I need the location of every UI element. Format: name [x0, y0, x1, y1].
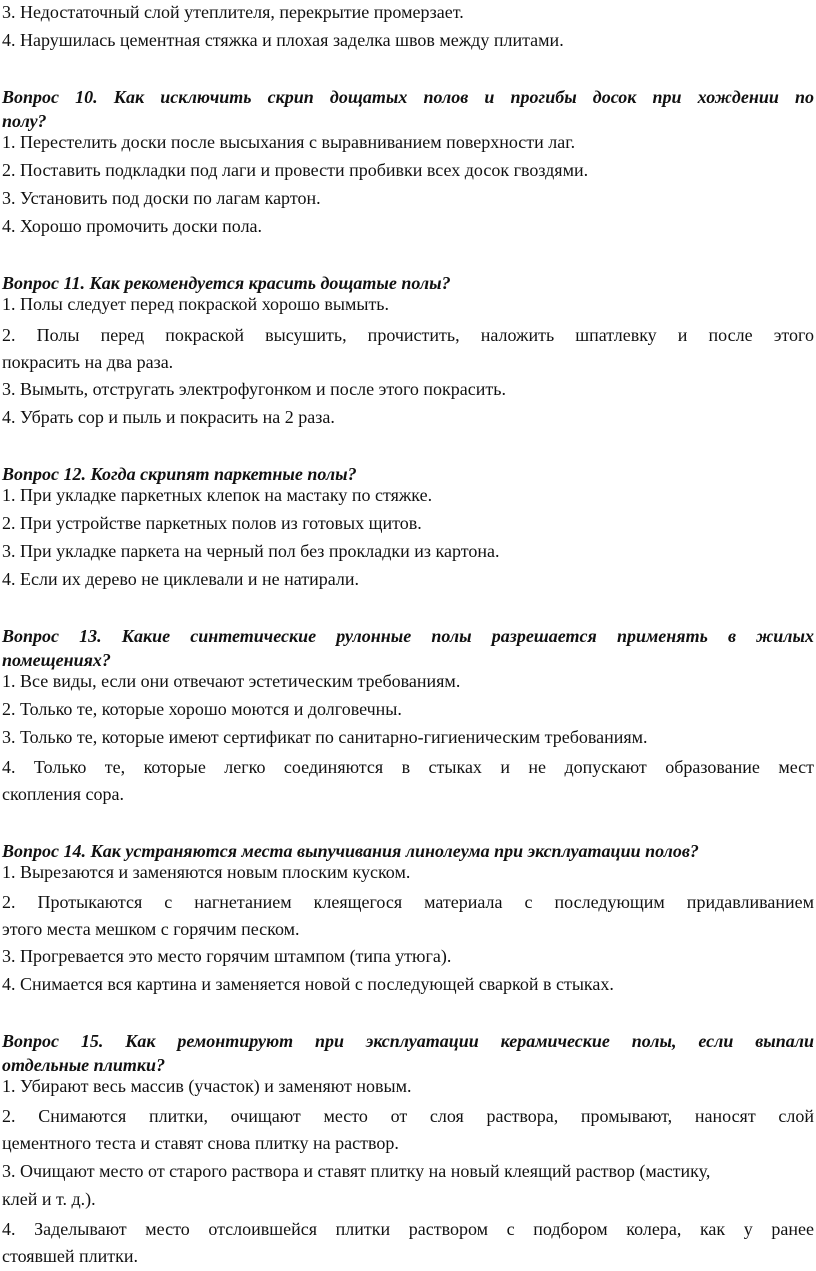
- question-12-title: Вопрос 12. Когда скрипят паркетные полы?: [2, 464, 357, 484]
- answer-line: скопления сора.: [2, 784, 124, 804]
- answer-line: 3. Только те, которые имеют сертификат по санитарно-гигиеническим требованиям.: [2, 727, 648, 747]
- answer-line: 3. Прогревается это место горячим штампом (типа утюга).: [2, 946, 452, 966]
- answer-line: покрасить на два раза.: [2, 352, 174, 372]
- answer-line: 1. Все виды, если они отвечают эстетическим требованиям.: [2, 671, 461, 691]
- answer-line: 2. Протыкаются с нагнетанием клеящегося материала с последующим придавливанием: [2, 892, 814, 912]
- answer-line: клей и т. д.).: [2, 1189, 96, 1209]
- answer-line: 2. Поставить подкладки под лаги и провести пробивки всех досок гвоздями.: [2, 160, 589, 180]
- answer-line: 1. Перестелить доски после высыхания с выравниванием поверхности лаг.: [2, 132, 576, 152]
- question-10-title: Вопрос 10. Как исключить скрип дощатых полов и прогибы досок при хождении по: [2, 87, 814, 107]
- answer-line: 1. Вырезаются и заменяются новым плоским куском.: [2, 862, 411, 882]
- answer-line: 4. Хорошо промочить доски пола.: [2, 216, 263, 236]
- answer-line: цементного теста и ставят снова плитку на раствор.: [2, 1133, 399, 1153]
- question-14-title: Вопрос 14. Как устраняются места выпучивания линолеума при эксплуатации полов?: [2, 841, 699, 861]
- answer-line: 4. Снимается вся картина и заменяется новой с последующей сваркой в стыках.: [2, 974, 614, 994]
- answer-line: 4. Убрать сор и пыль и покрасить на 2 раза.: [2, 407, 335, 427]
- answer-line: 2. Только те, которые хорошо моются и долговечны.: [2, 699, 402, 719]
- answer-line: этого места мешком с горячим песком.: [2, 919, 300, 939]
- answer-line: 3. Очищают место от старого раствора и ставят плитку на новый клеящий раствор (мастику,: [2, 1161, 711, 1181]
- answer-line: 3. Недостаточный слой утеплителя, перекрытие промерзает.: [2, 2, 464, 22]
- question-11-title: Вопрос 11. Как рекомендуется красить дощатые полы?: [2, 273, 451, 293]
- answer-line: 4. Заделывают место отслоившейся плитки раствором с подбором колера, как у ранее: [2, 1219, 814, 1239]
- answer-line: 4. Нарушилась цементная стяжка и плохая заделка швов между плитами.: [2, 30, 564, 50]
- question-13-title: Вопрос 13. Какие синтетические рулонные полы разрешается применять в жилых: [2, 626, 814, 646]
- question-13-title: помещениях?: [2, 650, 111, 670]
- answer-line: 4. Только те, которые легко соединяются в стыках и не допускают образование мест: [2, 757, 814, 777]
- question-15-title: отдельные плитки?: [2, 1055, 166, 1075]
- answer-line: 1. Убирают весь массив (участок) и заменяют новым.: [2, 1076, 412, 1096]
- answer-line: 1. При укладке паркетных клепок на мастаку по стяжке.: [2, 485, 433, 505]
- question-10-title: полу?: [2, 111, 47, 131]
- answer-line: стоявшей плитки.: [2, 1246, 139, 1266]
- question-15-title: Вопрос 15. Как ремонтируют при эксплуатации керамические полы, если выпали: [2, 1031, 814, 1051]
- answer-line: 2. Снимаются плитки, очищают место от слоя раствора, промывают, наносят слой: [2, 1106, 814, 1126]
- answer-line: 2. Полы перед покраской высушить, прочистить, наложить шпатлевку и после этого: [2, 325, 814, 345]
- answer-line: 2. При устройстве паркетных полов из готовых щитов.: [2, 513, 422, 533]
- answer-line: 4. Если их дерево не циклевали и не натирали.: [2, 569, 360, 589]
- answer-line: 3. Установить под доски по лагам картон.: [2, 188, 321, 208]
- answer-line: 1. Полы следует перед покраской хорошо вымыть.: [2, 294, 390, 314]
- answer-line: 3. При укладке паркета на черный пол без прокладки из картона.: [2, 541, 500, 561]
- answer-line: 3. Вымыть, отстругать электрофугонком и после этого покрасить.: [2, 379, 506, 399]
